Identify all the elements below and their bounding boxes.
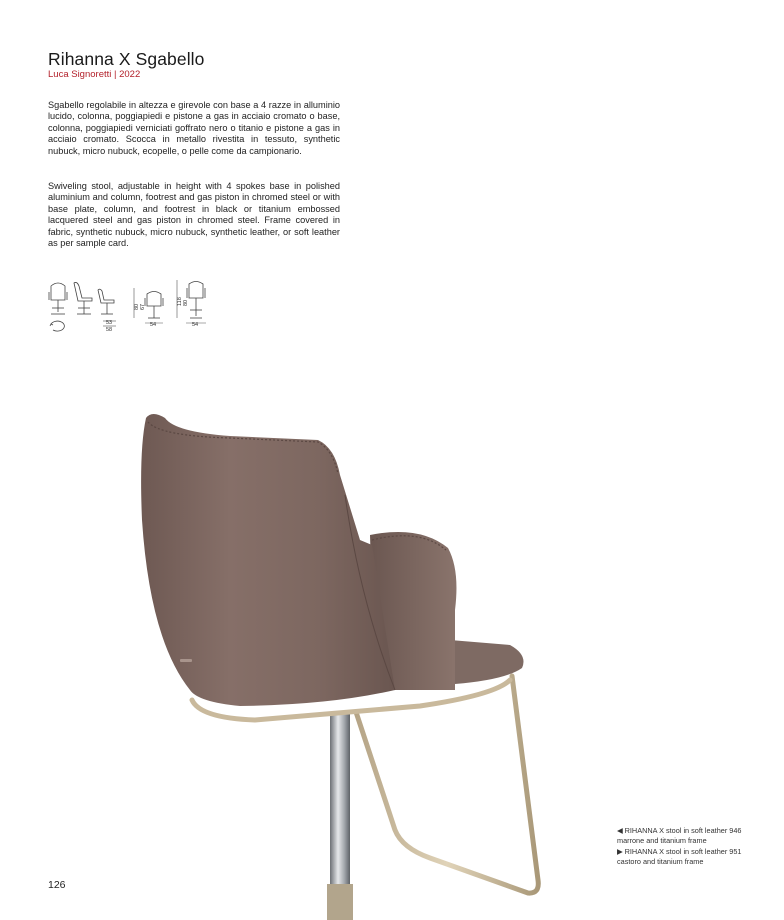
chrome-column bbox=[330, 714, 350, 886]
armrest bbox=[370, 532, 456, 690]
product-title: Rihanna X Sgabello bbox=[48, 49, 205, 69]
description-italian: Sgabello regolabile in altezza e girevole con base a 4 razze in alluminio lucido, colonna, poggiapiedi e pistone a gas in acciaio cromato o base, colonna, poggiapiedi verniciati goffrato nero o titanio e pistone a gas in acciaio cromato. Scocca in metallo rivestita in tessuto, synthetic nubuck, micro nubuck, ecopelle, o pelle come da campionario. bbox=[48, 100, 340, 156]
height-label-80-b: 80 bbox=[183, 299, 189, 306]
dimension-diagrams bbox=[46, 278, 216, 338]
depth-label-53: 53 bbox=[106, 320, 113, 326]
stool-front-icon bbox=[49, 283, 67, 314]
description-english: Swiveling stool, adjustable in height with 4 spokes base in polished aluminium and column, footrest and gas piston in chromed steel or with base plate, column, and footrest in black or titanium embossed lacquered steel and gas piston in chromed steel. Frame covered in fabric, synthetic nubuck, micro nubuck, synthetic leather, or soft leather as per sample card. bbox=[48, 181, 340, 249]
depth-label-58: 58 bbox=[106, 327, 113, 333]
width-label-54-b: 54 bbox=[192, 322, 199, 328]
stool-tall-dim-icon bbox=[187, 282, 205, 319]
height-label-67: 67 bbox=[140, 303, 146, 310]
swivel-icon bbox=[50, 321, 64, 331]
width-label-54-a: 54 bbox=[150, 322, 157, 328]
caption-line: marrone and titanium frame bbox=[617, 836, 707, 846]
caption-line: castoro and titanium frame bbox=[617, 857, 704, 867]
seat-cushion bbox=[450, 640, 524, 684]
backrest-shell bbox=[141, 414, 395, 706]
caption-line: ▶ RIHANNA X stool in soft leather 951 bbox=[617, 846, 742, 856]
height-label-80: 80 bbox=[134, 303, 140, 310]
stool-front-dim-icon bbox=[145, 292, 163, 319]
column-base bbox=[327, 884, 353, 920]
footrest-frame bbox=[356, 676, 538, 893]
photo-caption bbox=[617, 826, 767, 868]
caption-line: ◀ RIHANNA X stool in soft leather 946 bbox=[617, 826, 742, 835]
seat-frame-ring bbox=[192, 680, 510, 720]
stool-side-icon bbox=[74, 282, 92, 314]
page-number: 126 bbox=[48, 879, 66, 891]
height-label-118: 118 bbox=[177, 297, 183, 306]
brand-tag bbox=[180, 659, 192, 662]
stool-side-sled-icon bbox=[98, 289, 114, 314]
designer-credit: Luca Signoretti | 2022 bbox=[48, 69, 141, 80]
